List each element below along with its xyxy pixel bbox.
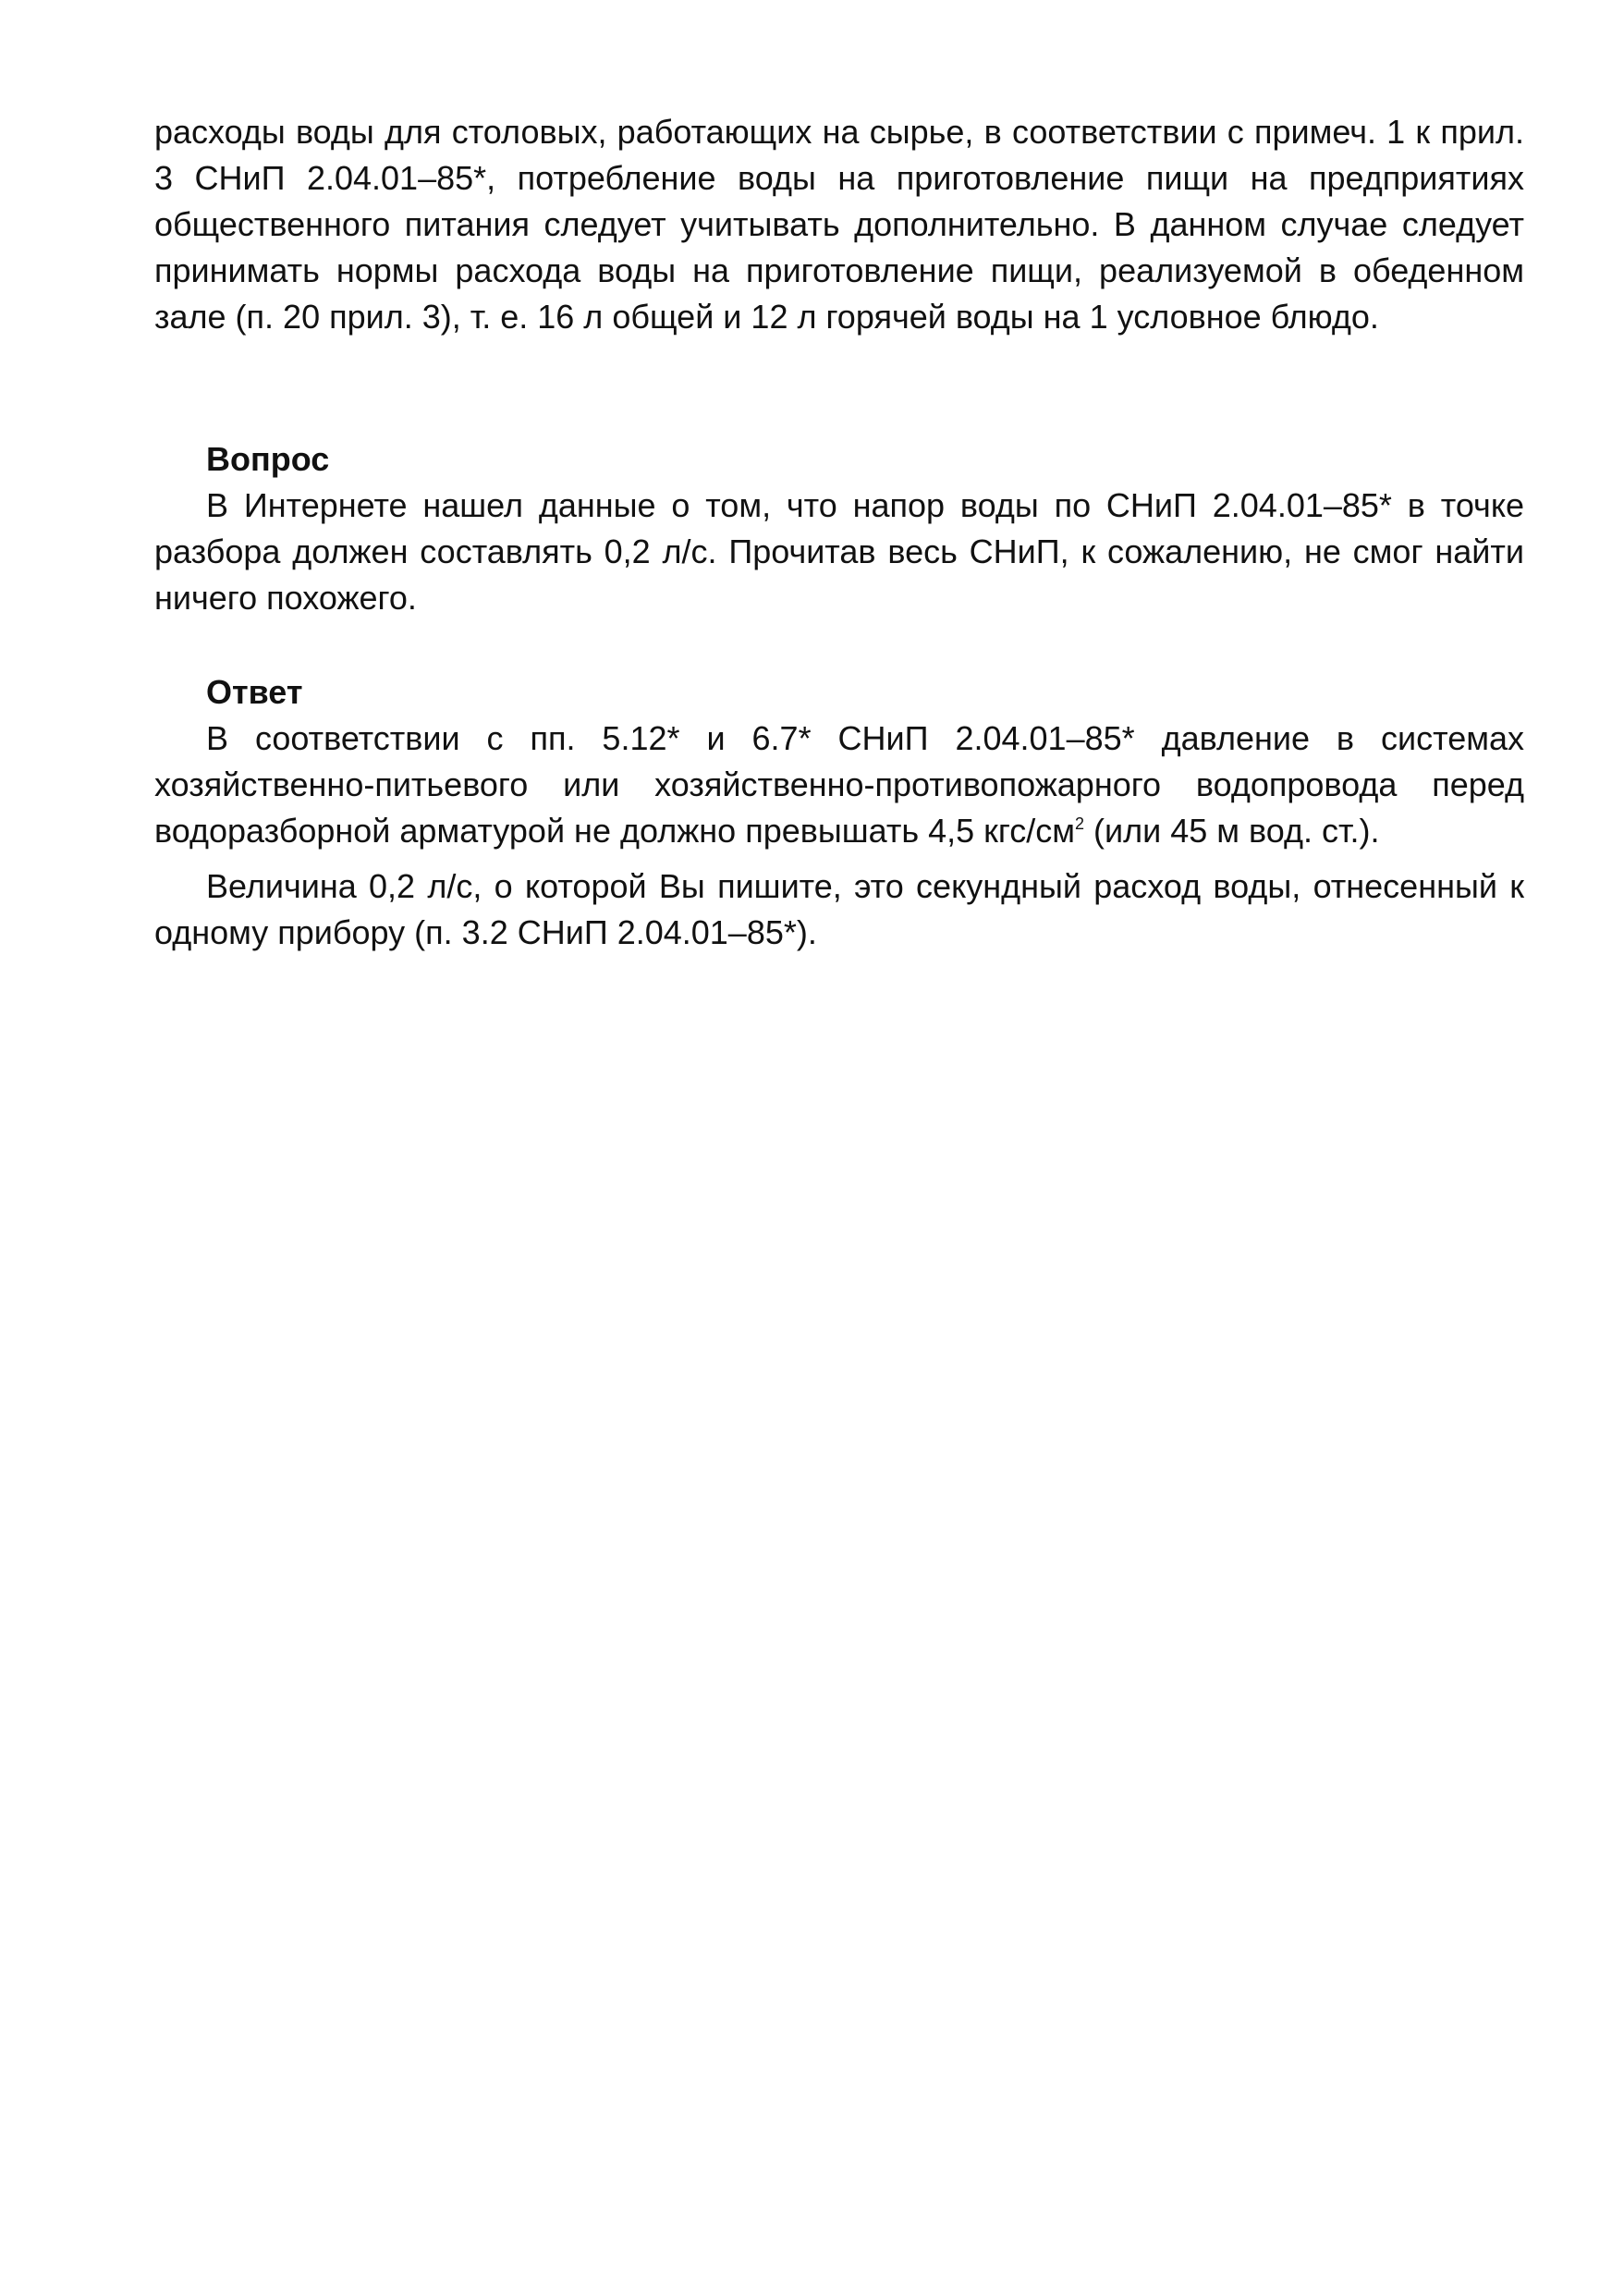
paragraph-spacer: [154, 854, 1524, 863]
section-spacer: [154, 340, 1524, 436]
answer-text-part-1: В соответствии с пп. 5.12* и 6.7* СНиП 2.04.01–85* давление в системах хозяйственно-питьевого или хозяйственно-противопожарного водопровода перед водоразборной арматурой не должно превышать 4,5 кгс/см: [154, 719, 1524, 850]
answer-heading: Ответ: [206, 673, 303, 711]
section-spacer: [154, 621, 1524, 669]
question-text: В Интернете нашел данные о том, что напор воды по СНиП 2.04.01–85* в точке разбора должен составлять 0,2 л/с. Прочитав весь СНиП, к сожалению, не смог найти ничего похожего.: [154, 486, 1524, 617]
question-section: [154, 436, 1524, 621]
answer-paragraph-1: [154, 716, 1524, 854]
answer-paragraph-2: Величина 0,2 л/с, о которой Вы пишите, это секундный расход воды, отнесенный к одному прибору (п. 3.2 СНиП 2.04.01–85*).: [154, 867, 1524, 951]
question-heading: Вопрос: [206, 440, 330, 478]
document-page: [154, 109, 1524, 956]
answer-section: [154, 669, 1524, 956]
superscript-2: 2: [1074, 814, 1084, 833]
top-paragraph: расходы воды для столовых, работающих на сырье, в соответствии с примеч. 1 к прил. 3 СНиП 2.04.01–85*, потребление воды на приготовление пищи на предприятиях общественного питания следует учитывать дополнительно. В данном случае следует принимать нормы расхода воды на приготовление пищи, реализуемой в обеденном зале (п. 20 прил. 3), т. е. 16 л общей и 12 л горячей воды на 1 условное блюдо.: [154, 113, 1524, 336]
answer-text-part-2: (или 45 м вод. ст.).: [1084, 812, 1380, 850]
